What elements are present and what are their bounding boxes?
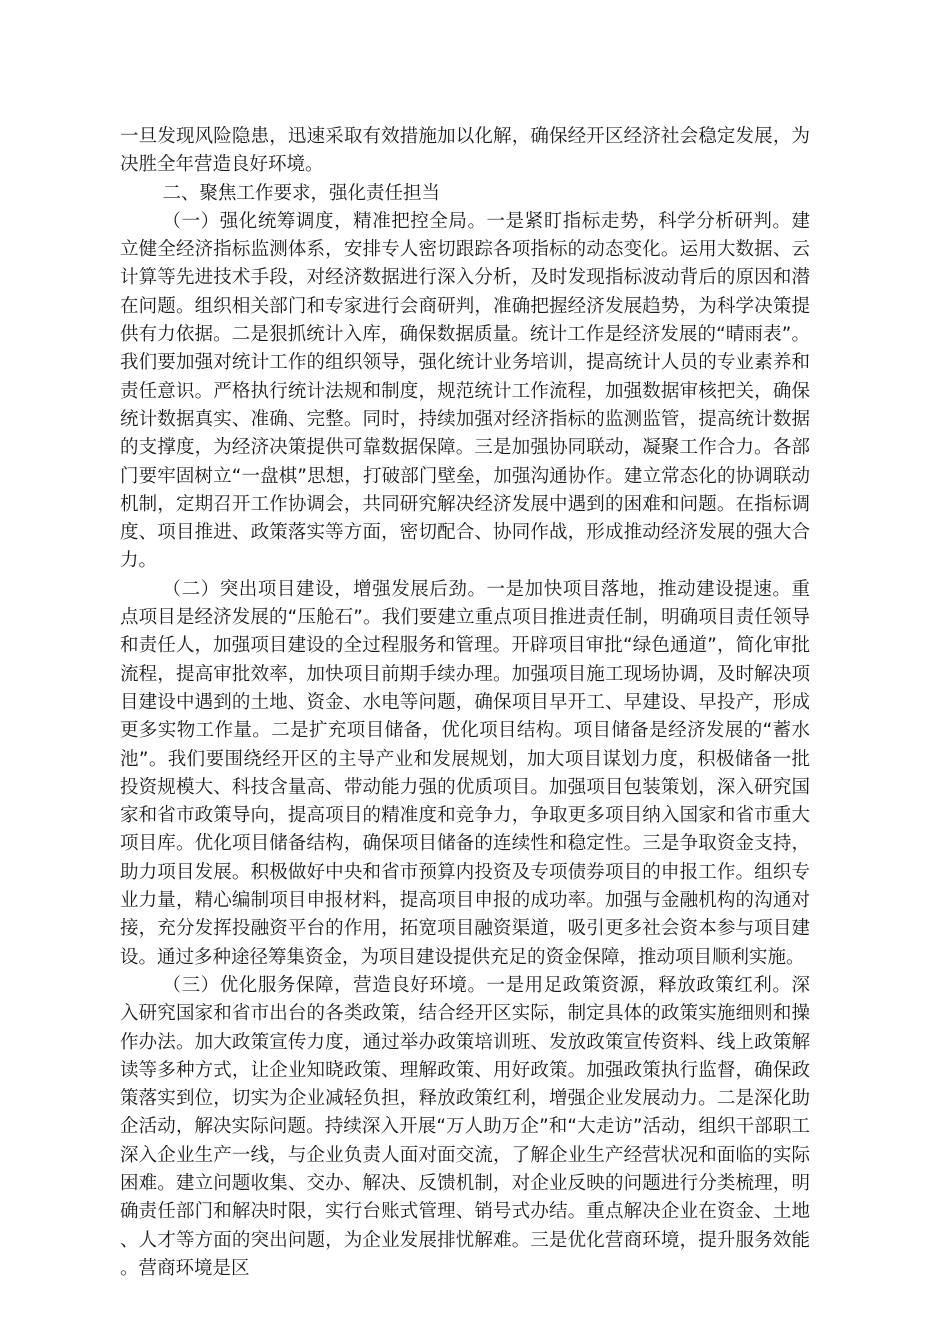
document-page [120,123,810,1283]
paragraph-continuation: 一旦发现风险隐患，迅速采取有效措施加以化解，确保经开区经济社会稳定发展，为决胜全年营造良好环境。 [120,126,810,176]
paragraph-subsection-2: （二）突出项目建设，增强发展后劲。一是加快项目落地，推动建设提速。重点项目是经济发展的“压舱石”。我们要建立重点项目推进责任制，明确项目责任领导和责任人，加强项目建设的全过程服务和管理。开辟项目审批“绿色通道”，简化审批流程，提高审批效率，加快项目前期手续办理。加强项目施工现场协调，及时解决项目建设中遇到的土地、资金、水电等问题，确保项目早开工、早建设、早投产，形成更多实物工作量。二是扩充项目储备，优化项目结构。项目储备是经济发展的“蓄水池”。我们要围绕经开区的主导产业和发展规划，加大项目谋划力度，积极储备一批投资规模大、科技含量高、带动能力强的优质项目。加强项目包装策划，深入研究国家和省市政策导向，提高项目的精准度和竞争力，争取更多项目纳入国家和省市重大项目库。优化项目储备结构，确保项目储备的连续性和稳定性。三是争取资金支持，助力项目发展。积极做好中央和省市预算内投资及专项债券项目的申报工作。组织专业力量，精心编制项目申报材料，提高项目申报的成功率。加强与金融机构的沟通对接，充分发挥投融资平台的作用，拓宽项目融资渠道，吸引更多社会资本参与项目建设。通过多种途径筹集资金，为项目建设提供充足的资金保障，推动项目顺利实施。 [120,578,810,968]
section-heading-2: 二、聚焦工作要求，强化责任担当 [162,182,441,204]
paragraph-subsection-1: （一）强化统筹调度，精准把控全局。一是紧盯指标走势，科学分析研判。建立健全经济指标监测体系，安排专人密切跟踪各项指标的动态变化。运用大数据、云计算等先进技术手段，对经济数据进行深入分析，及时发现指标波动背后的原因和潜在问题。组织相关部门和专家进行会商研判，准确把握经济发展趋势，为科学决策提供有力依据。二是狠抓统计入库，确保数据质量。统计工作是经济发展的“晴雨表”。我们要加强对统计工作的组织领导，强化统计业务培训，提高统计人员的专业素养和责任意识。严格执行统计法规和制度，规范统计工作流程，加强数据审核把关，确保统计数据真实、准确、完整。同时，持续加强对经济指标的监测监管，提高统计数据的支撑度，为经济决策提供可靠数据保障。三是加强协同联动，凝聚工作合力。各部门要牢固树立“一盘棋”思想，打破部门壁垒，加强沟通协作。建立常态化的协调联动机制，定期召开工作协调会，共同研究解决经济发展中遇到的困难和问题。在指标调度、项目推进、政策落实等方面，密切配合、协同作战，形成推动经济发展的强大合力。 [120,210,810,572]
paragraph-subsection-3: （三）优化服务保障，营造良好环境。一是用足政策资源，释放政策红利。深入研究国家和省市出台的各类政策，结合经开区实际，制定具体的政策实施细则和操作办法。加大政策宣传力度，通过举办政策培训班、发放政策宣传资料、线上政策解读等多种方式，让企业知晓政策、理解政策、用好政策。加强政策执行监督，确保政策落实到位，切实为企业减轻负担，释放政策红利，增强企业发展动力。二是深化助企活动，解决实际问题。持续深入开展“万人助万企”和“大走访”活动，组织干部职工深入企业生产一线，与企业负责人面对面交流，了解企业生产经营状况和面临的实际困难。建立问题收集、交办、解决、反馈机制，对企业反映的问题进行分类梳理，明确责任部门和解决时限，实行台账式管理、销号式办结。重点解决企业在资金、土地、人才等方面的突出问题，为企业发展排忧解难。三是优化营商环境，提升服务效能。营商环境是区 [120,974,810,1279]
